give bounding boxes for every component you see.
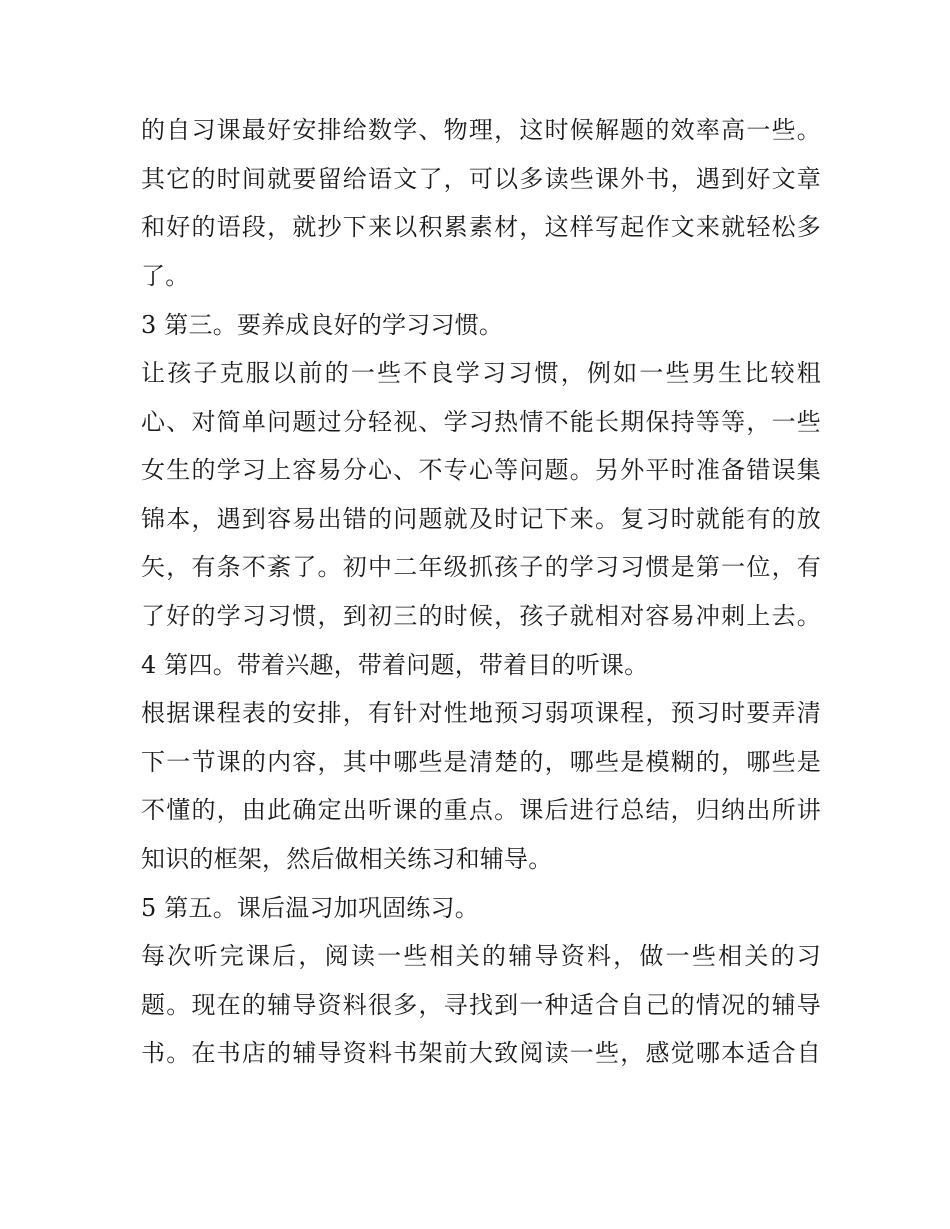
text-line: 不懂的，由此确定出听课的重点。课后进行总结，归纳出所讲 <box>141 796 821 825</box>
text-line: 矢，有条不紊了。初中二年级抓孩子的学习习惯是第一位，有 <box>141 553 821 582</box>
text-line: 女生的学习上容易分心、不专心等问题。另外平时准备错误集 <box>141 456 821 485</box>
text-line: 下一节课的内容，其中哪些是清楚的，哪些是模糊的，哪些是 <box>141 747 821 776</box>
text-line: 根据课程表的安排，有针对性地预习弱项课程，预习时要弄清 <box>141 699 821 728</box>
text-line: 了。 <box>141 262 190 291</box>
section-heading: 3 第三。要养成良好的学习习惯。 <box>141 310 504 339</box>
text-line: 知识的框架，然后做相关练习和辅导。 <box>141 845 553 874</box>
section-heading: 4 第四。带着兴趣，带着问题，带着目的听课。 <box>141 650 649 679</box>
text-line: 让孩子克服以前的一些不良学习习惯，例如一些男生比较粗 <box>141 358 821 387</box>
text-line: 了好的学习习惯，到初三的时候，孩子就相对容易冲刺上去。 <box>141 601 821 630</box>
text-line: 和好的语段，就抄下来以积累素材，这样写起作文来就轻松多 <box>141 213 821 242</box>
text-line: 心、对简单问题过分轻视、学习热情不能长期保持等等，一些 <box>141 407 821 436</box>
text-line: 题。现在的辅导资料很多，寻找到一种适合自己的情况的辅导 <box>141 990 821 1019</box>
text-line: 书。在书店的辅导资料书架前大致阅读一些，感觉哪本适合自 <box>141 1039 821 1068</box>
text-line: 的自习课最好安排给数学、物理，这时候解题的效率高一些。 <box>141 116 821 144</box>
section-heading: 5 第五。课后温习加巩固练习。 <box>141 893 479 922</box>
body-text <box>141 106 821 1078</box>
text-line: 每次听完课后，阅读一些相关的辅导资料，做一些相关的习 <box>141 942 821 971</box>
text-line: 其它的时间就要留给语文了，可以多读些课外书，遇到好文章 <box>141 164 821 193</box>
text-line: 锦本，遇到容易出错的问题就及时记下来。复习时就能有的放 <box>141 504 821 533</box>
